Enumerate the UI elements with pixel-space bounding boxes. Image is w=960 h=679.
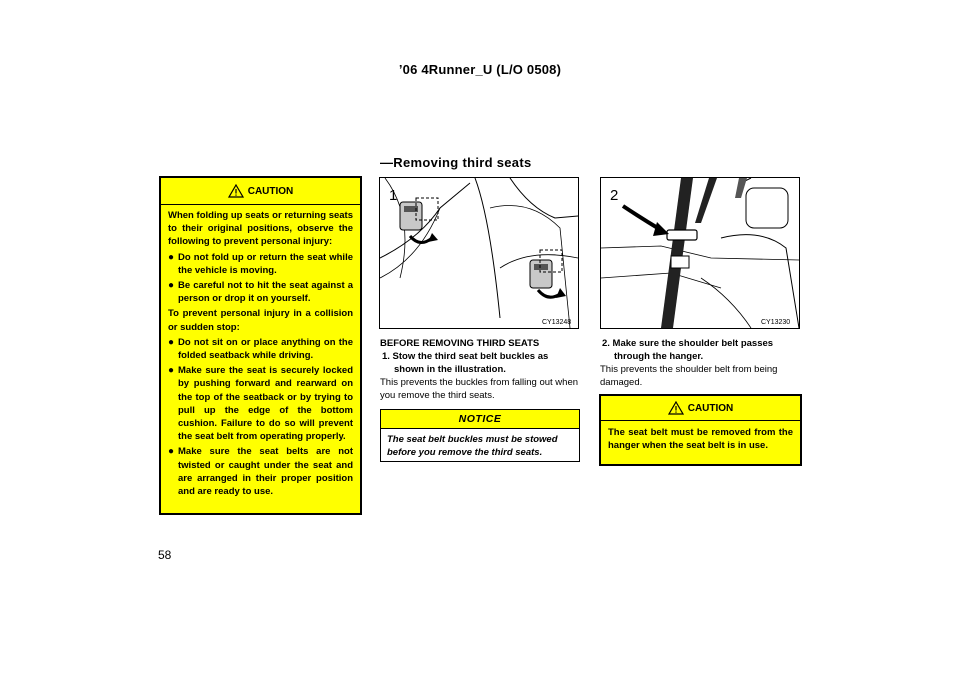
page-number: 58 <box>158 548 172 562</box>
figure-number: 2 <box>610 187 619 204</box>
caution-intro: When folding up seats or returning seats to their original positions, observe the following to prevent personal injury: <box>168 210 353 248</box>
figure-code: CY13248 <box>542 319 572 326</box>
notice-box <box>380 409 580 462</box>
section-title: —Removing third seats <box>380 155 532 170</box>
caution-heading-label: CAUTION <box>687 402 734 414</box>
caution-bullet: ● Make sure the seat belts are not twisted or caught under the seat and are arranged in their proper position and are ready to use. <box>168 446 353 498</box>
caution-body <box>161 205 360 506</box>
notice-heading: NOTICE <box>381 410 579 429</box>
caution-intro-2: To prevent personal injury in a collision or sudden stop: <box>168 308 353 333</box>
caution-text: The seat belt must be removed from the hanger when the seat belt is in use. <box>608 427 793 452</box>
caution-bullet: ● Do not fold up or return the seat while the vehicle is moving. <box>168 251 353 276</box>
figure-code: CY13230 <box>761 319 791 326</box>
bullet-icon: ● <box>168 365 175 377</box>
figure-number: 1 <box>389 187 398 204</box>
bullet-icon: ● <box>168 336 175 348</box>
step-1: 1. Stow the third seat belt buckles as shown in the illustration. <box>382 351 549 375</box>
caution-bullet: ● Make sure the seat is securely locked by pushing forward and rearward on the top of the seatback or by trying to pull up the edge of the bottom cushion. Failure to do so will prevent the seat belt from operating properly. <box>168 365 353 443</box>
caution-bullet: ● Do not sit on or place anything on the folded seatback while driving. <box>168 336 353 362</box>
caution-heading <box>161 178 360 205</box>
caution-box-left <box>159 176 362 515</box>
bullet-icon: ● <box>168 446 175 458</box>
step-1-note: This prevents the buckles from falling out when you remove the third seats. <box>380 377 579 401</box>
warning-triangle-icon <box>668 401 684 415</box>
step-2-note: This prevents the shoulder belt from being damaged. <box>600 364 778 388</box>
subsection-heading: BEFORE REMOVING THIRD SEATS <box>380 338 540 349</box>
notice-text: The seat belt buckles must be stowed before you remove the third seats. <box>387 434 558 458</box>
caution-bullet: ● Be careful not to hit the seat against a person or drop it on yourself. <box>168 280 353 305</box>
caution-heading <box>601 396 800 421</box>
bullet-icon: ● <box>168 280 175 292</box>
warning-triangle-icon <box>228 184 244 198</box>
illustration-hanger <box>600 177 800 329</box>
illustration-buckles <box>379 177 579 329</box>
bullet-icon: ● <box>168 251 175 263</box>
caution-box-right <box>599 394 802 466</box>
document-header: ’06 4Runner_U (L/O 0508) <box>398 62 562 77</box>
caution-heading-label: CAUTION <box>247 185 294 197</box>
step-2: 2. Make sure the shoulder belt passes through the hanger. <box>602 338 774 362</box>
